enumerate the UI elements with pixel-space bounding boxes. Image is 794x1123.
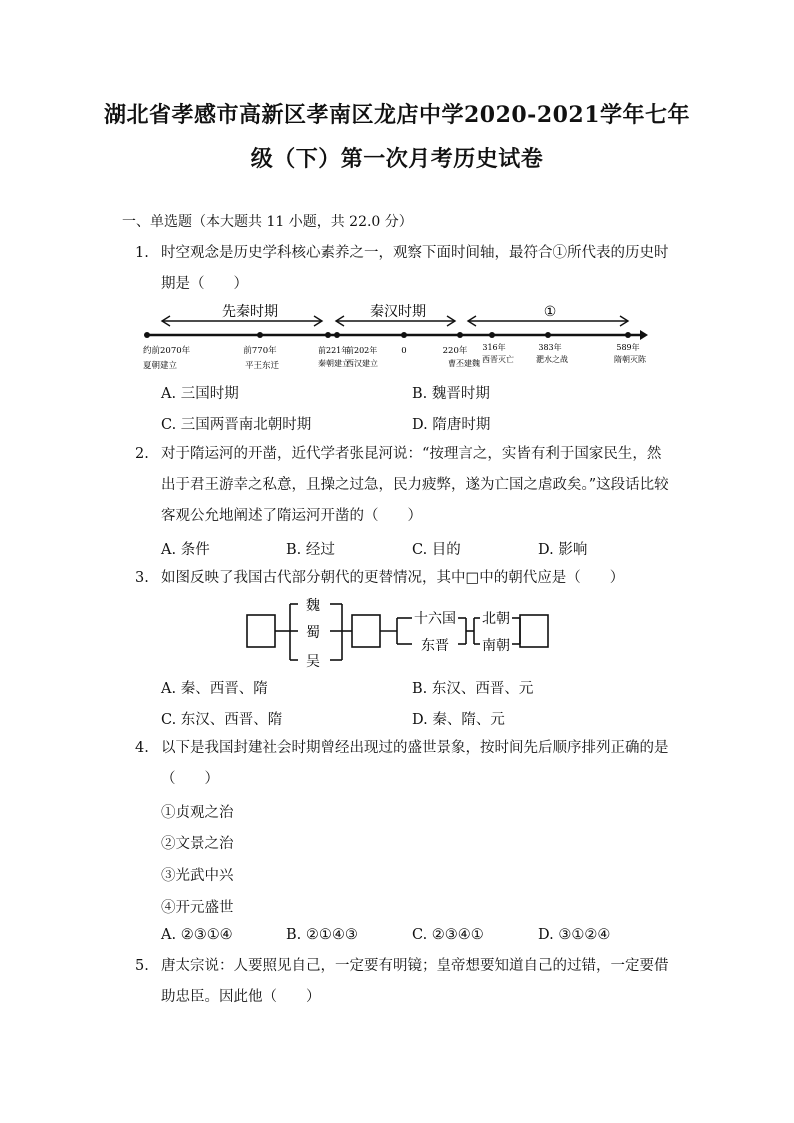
- section-heading: 一、单选题（本大题共 11 小题，共 22.0 分）: [122, 214, 413, 230]
- tick-year: 前221年: [318, 346, 350, 355]
- tick-dot: [334, 332, 340, 338]
- period-label-blank: ①: [543, 304, 557, 320]
- tick-dot: [489, 332, 495, 338]
- tick-year: 316年: [482, 343, 506, 352]
- tick-dot: [144, 332, 150, 338]
- question-1: [135, 238, 675, 300]
- timeline-figure: [0, 298, 794, 378]
- q4-item-1: ①贞观之治: [161, 805, 234, 821]
- tick-year: 约前2070年: [143, 346, 191, 356]
- period-label-qin-han: 秦汉时期: [370, 304, 426, 320]
- q1-option-b[interactable]: B. 魏晋时期: [412, 386, 490, 402]
- tick-event: 西晋灭亡: [482, 355, 514, 364]
- tick-dot: [401, 332, 407, 338]
- tick-event: 秦朝建立: [318, 359, 350, 368]
- q4-item-3: ③光武中兴: [161, 868, 234, 884]
- tick-dot: [325, 332, 331, 338]
- q3-option-c[interactable]: C. 东汉、西晋、隋: [161, 712, 283, 728]
- period-label-pre-qin: 先秦时期: [222, 304, 278, 320]
- tick-dot: [545, 332, 551, 338]
- tick-event: 淝水之战: [536, 355, 568, 364]
- tick-dot: [257, 332, 263, 338]
- question-2: [135, 439, 675, 532]
- question-3: [135, 563, 675, 594]
- tick-event: 夏朝建立: [143, 361, 178, 371]
- q2-option-a[interactable]: A. 条件: [161, 542, 210, 558]
- q4-option-b[interactable]: B. ②①④③: [286, 927, 358, 943]
- label-wei: 魏: [306, 598, 320, 614]
- question-stem: 以下是我国封建社会时期曾经出现过的盛世景象，按时间先后顺序排列正确的是（ ）: [161, 740, 669, 787]
- tick-dot: [625, 332, 631, 338]
- q2-option-b[interactable]: B. 经过: [286, 542, 335, 558]
- exam-title-line1: 湖北省孝感市高新区孝南区龙店中学2020-2021学年七年: [103, 102, 691, 128]
- q1-option-a[interactable]: A. 三国时期: [161, 386, 239, 402]
- question-number: 4.: [135, 740, 149, 756]
- q4-item-4: ④开元盛世: [161, 900, 234, 916]
- q3-option-b[interactable]: B. 东汉、西晋、元: [412, 681, 534, 697]
- label-shu: 蜀: [306, 625, 320, 641]
- q3-option-a[interactable]: A. 秦、西晋、隋: [161, 681, 268, 697]
- blank-box-1: [247, 615, 275, 647]
- question-number: 5.: [135, 958, 149, 974]
- blank-box-3: [520, 615, 548, 647]
- question-stem: 时空观念是历史学科核心素养之一，观察下面时间轴，最符合①所代表的历史时期是（ ）: [161, 245, 669, 292]
- label-wu: 吴: [306, 654, 320, 670]
- dynasty-succession-diagram: [0, 596, 794, 674]
- tick-event: 隋朝灭陈: [614, 355, 646, 364]
- tick-event: 平王东迁: [244, 361, 280, 371]
- label-eastern-jin: 东晋: [421, 638, 449, 654]
- label-northern-dynasties: 北朝: [482, 611, 510, 627]
- q4-option-c[interactable]: C. ②③④①: [412, 927, 484, 943]
- q2-option-d[interactable]: D. 影响: [538, 542, 588, 558]
- label-sixteen-kingdoms: 十六国: [414, 611, 456, 627]
- tick-year: 前770年: [243, 346, 277, 356]
- q3-option-d[interactable]: D. 秦、隋、元: [412, 712, 505, 728]
- tick-year: 220年: [442, 346, 468, 356]
- tick-year: 0: [401, 346, 407, 356]
- q2-option-c[interactable]: C. 目的: [412, 542, 461, 558]
- question-5: [135, 951, 675, 1013]
- tick-event: 曹丕建魏: [448, 359, 480, 368]
- question-number: 3.: [135, 570, 149, 586]
- tick-year: 前202年: [346, 346, 378, 355]
- question-stem: 对于隋运河的开凿，近代学者张昆河说：“按理言之，实皆有利于国家民生，然出于君王游幸之私意，且操之过急，民力疲弊，遂为亡国之虐政矣。”这段话比较客观公允地阐述了隋运河开凿的（ ）: [161, 446, 669, 524]
- q4-item-2: ②文景之治: [161, 836, 234, 852]
- tick-event: 西汉建立: [346, 359, 378, 368]
- q4-option-a[interactable]: A. ②③①④: [161, 927, 233, 943]
- tick-year: 589年: [616, 343, 640, 352]
- exam-title-line2: 级（下）第一次月考历史试卷: [250, 146, 544, 172]
- question-4: [135, 733, 675, 795]
- q1-option-c[interactable]: C. 三国两晋南北朝时期: [161, 417, 312, 433]
- tick-year: 383年: [538, 343, 562, 352]
- question-stem: 唐太宗说：人要照见自己，一定要有明镜；皇帝想要知道自己的过错，一定要借助忠臣。因此他（ ）: [161, 958, 669, 1005]
- question-number: 1.: [135, 245, 149, 261]
- tick-dot: [457, 332, 463, 338]
- label-southern-dynasties: 南朝: [482, 638, 510, 654]
- blank-box-2: [352, 615, 380, 647]
- question-number: 2.: [135, 446, 149, 462]
- q1-option-d[interactable]: D. 隋唐时期: [412, 417, 491, 433]
- question-stem: 如图反映了我国古代部分朝代的更替情况，其中□中的朝代应是（ ）: [161, 570, 625, 586]
- q4-option-d[interactable]: D. ③①②④: [538, 927, 611, 943]
